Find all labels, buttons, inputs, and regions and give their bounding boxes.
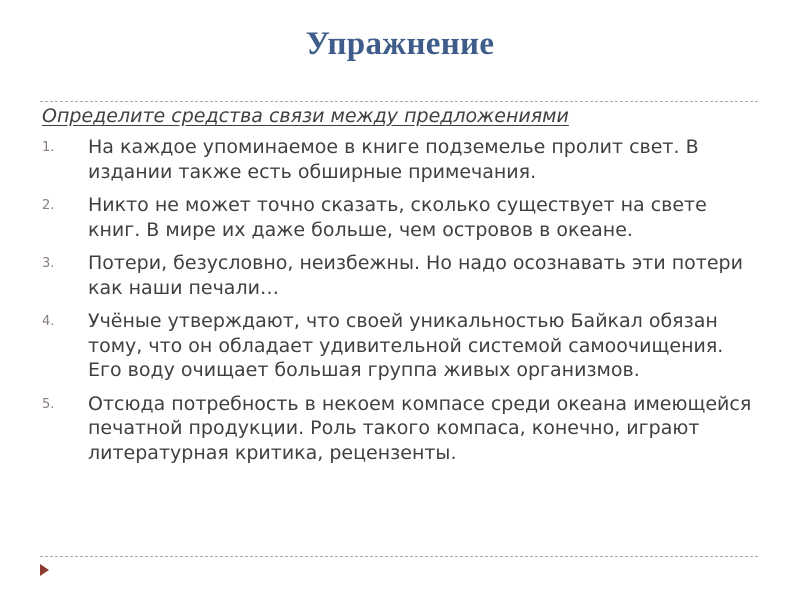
item-number: 1. [42, 140, 55, 155]
exercise-instruction: Определите средства связи между предложениями [42, 105, 569, 127]
item-text: Никто не может точно сказать, сколько существует на свете книг. В мире их даже больше, чем островов в океане. [88, 194, 707, 241]
list-item [42, 392, 762, 466]
slide-content [42, 104, 762, 474]
sentence-list [42, 135, 762, 465]
item-text: Учёные утверждают, что своей уникальностью Байкал обязан тому, что он обладает удивительной системой самоочищения. Его воду очищает большая группа живых организмов. [88, 310, 724, 381]
triangle-right-icon [40, 564, 49, 576]
item-number: 5. [42, 396, 55, 412]
list-item [42, 193, 762, 242]
item-number: 4. [42, 314, 55, 329]
item-text: Отсюда потребность в некоем компасе среди океана имеющейся печатной продукции. Роль такого компаса, конечно, играют литературная критика, рецензенты. [88, 392, 752, 464]
top-divider [40, 101, 758, 102]
list-item [42, 251, 762, 300]
item-text: На каждое упоминаемое в книге подземелье пролит свет. В издании также есть обширные примечания. [88, 136, 699, 183]
bottom-divider [40, 556, 758, 557]
item-number: 2. [42, 198, 55, 213]
item-text: Потери, безусловно, неизбежны. Но надо осознавать эти потери как наши печали… [88, 252, 743, 299]
item-number: 3. [42, 256, 55, 271]
list-item [42, 135, 762, 184]
list-item [42, 309, 762, 383]
slide-title: Упражнение [305, 26, 495, 62]
